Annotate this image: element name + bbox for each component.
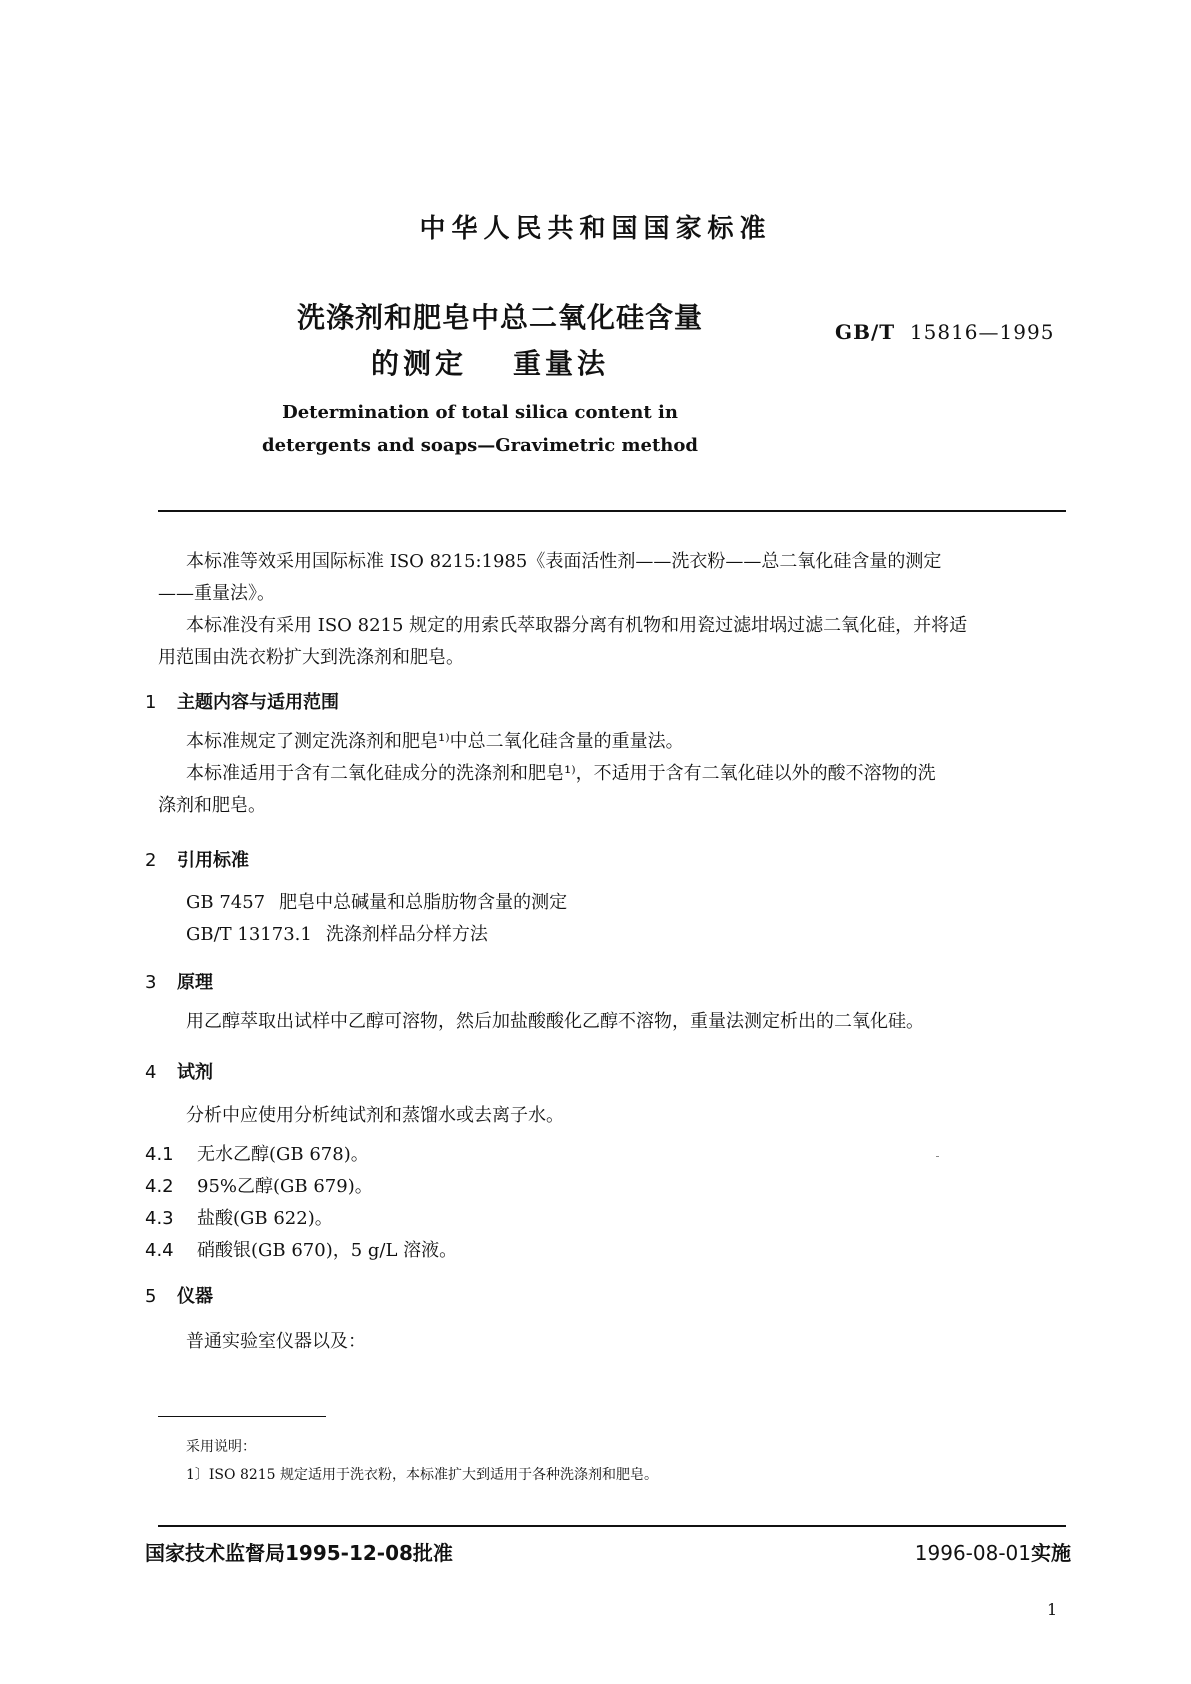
section-1-paragraph-2-cont: 涤剂和肥皂。 [158,795,266,816]
reagent-text: 无水乙醇(GB 678)。 [197,1144,369,1165]
reagent-number: 4.1 [145,1144,174,1165]
section-5-heading [145,1282,213,1308]
section-5-paragraph-1: 普通实验室仪器以及： [186,1331,366,1352]
reference-code: GB 7457 [186,892,266,913]
intro-paragraph-2-cont: 用范围由洗衣粉扩大到洗涤剂和肥皂。 [158,647,464,668]
reagent-number: 4.3 [145,1208,174,1229]
section-4-paragraph-1: 分析中应使用分析纯试剂和蒸馏水或去离子水。 [186,1105,564,1126]
section-1-heading [145,688,339,714]
section-number: 1 [145,692,157,713]
document-title-line2 [0,342,980,382]
reference-title: 洗涤剂样品分样方法 [325,924,488,945]
section-3-heading [145,968,213,994]
section-3-paragraph-1: 用乙醇萃取出试样中乙醇可溶物，然后加盐酸酸化乙醇不溶物，重量法测定析出的二氧化硅。 [186,1011,924,1032]
reagent-item [145,1172,373,1198]
footnote-divider [158,1416,326,1417]
approval-statement: 国家技术监督局1995-12-08批准 [145,1541,453,1565]
reagent-item [145,1204,333,1230]
section-title: 仪器 [177,1286,213,1307]
standard-prefix: GB/T [835,320,896,344]
english-title-line1: Determination of total silica content in [282,402,678,423]
title-part-b: 重量法 [513,347,610,380]
footnote-title: 采用说明： [186,1439,256,1455]
section-number: 4 [145,1062,157,1083]
section-title: 引用标准 [177,850,249,871]
reagent-text: 盐酸(GB 622)。 [197,1208,333,1229]
reference-title: 肥皂中总碱量和总脂肪物含量的测定 [279,892,568,913]
implementation-date: 1996-08-01 [914,1541,1031,1565]
section-1-paragraph-1: 本标准规定了测定洗涤剂和肥皂¹⁾中总二氧化硅含量的重量法。 [186,731,684,752]
section-4-heading [145,1058,213,1084]
reagent-number: 4.4 [145,1240,174,1261]
reagent-text: 硝酸银(GB 670)，5 g/L 溶液。 [197,1240,458,1261]
reagent-item [145,1236,457,1262]
standard-number: 15816—1995 [909,320,1055,344]
national-standard-heading: 中华人民共和国国家标准 [419,214,772,244]
reference-item [186,888,567,914]
section-number: 5 [145,1286,157,1307]
reagent-number: 4.2 [145,1176,174,1197]
standard-code [835,320,1054,344]
reference-code: GB/T 13173.1 [186,924,312,945]
section-number: 3 [145,972,157,993]
reagent-item [145,1140,369,1166]
section-1-paragraph-2: 本标准适用于含有二氧化硅成分的洗涤剂和肥皂¹⁾，不适用于含有二氧化硅以外的酸不溶物的洗 [186,763,936,784]
page-number: 1 [1047,1600,1058,1619]
section-2-heading [145,846,249,872]
footer-divider [158,1525,1066,1527]
document-title-line1: 洗涤剂和肥皂中总二氧化硅含量 [296,301,703,334]
english-title-line2: detergents and soaps—Gravimetric method [262,435,698,456]
title-part-a: 的测定 [370,347,467,380]
reference-item [186,920,488,946]
section-number: 2 [145,850,157,871]
section-title: 试剂 [177,1062,213,1083]
implementation-statement [915,1537,1071,1566]
scan-speck [936,1156,939,1157]
section-title: 主题内容与适用范围 [177,692,339,713]
intro-paragraph-2: 本标准没有采用 ISO 8215 规定的用索氏萃取器分离有机物和用瓷过滤坩埚过滤二氧化硅，并将适 [186,615,968,636]
intro-paragraph-1: 本标准等效采用国际标准 ISO 8215:1985《表面活性剂——洗衣粉——总二氧化硅含量的测定 [186,551,942,572]
section-title: 原理 [177,972,213,993]
implementation-label: 实施 [1031,1541,1071,1565]
header-divider [158,510,1066,512]
intro-paragraph-1-cont: ——重量法》。 [158,583,275,604]
reagent-text: 95%乙醇(GB 679)。 [197,1176,373,1197]
footnote-text: 1〕ISO 8215 规定适用于洗衣粉，本标准扩大到适用于各种洗涤剂和肥皂。 [186,1467,659,1483]
